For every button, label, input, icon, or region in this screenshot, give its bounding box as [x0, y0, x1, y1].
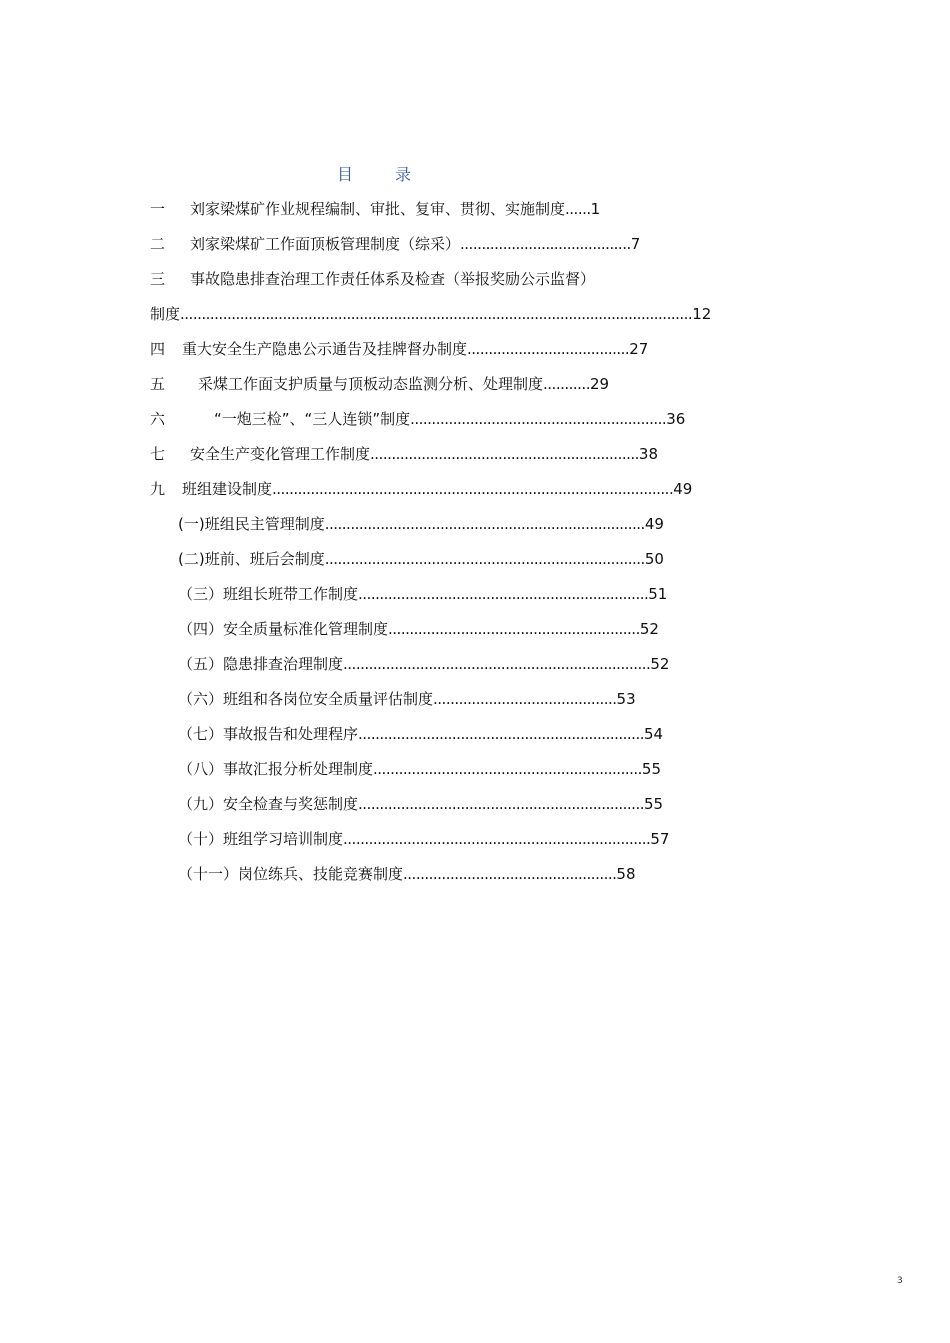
toc-entry-label: （七）事故报告和处理程序	[178, 725, 359, 743]
toc-entry-page: 52	[639, 620, 659, 638]
toc-dot-leader: ......................................	[467, 340, 630, 358]
toc-entry-label: 刘家梁煤矿工作面顶板管理制度（综采）	[190, 235, 461, 253]
toc-entry-number: 五	[150, 375, 166, 393]
toc-dot-leader: ...........................................................................	[324, 550, 645, 568]
toc-entry[interactable]	[150, 577, 667, 612]
toc-entry-label: “一炮三检”、“三人连锁”制度	[214, 410, 411, 428]
toc-dot-leader: ....................................................................	[358, 585, 649, 603]
toc-entry[interactable]	[150, 297, 711, 332]
toc-dot-leader: ...................................................................	[358, 795, 644, 813]
toc-entry-page: 36	[666, 410, 686, 428]
toc-entry-number: 四	[150, 340, 166, 358]
toc-entry[interactable]	[150, 507, 664, 542]
toc-entry-number: 三	[150, 270, 166, 288]
toc-entry[interactable]	[150, 472, 692, 507]
toc-entry[interactable]	[150, 787, 663, 822]
toc-entry[interactable]	[150, 612, 659, 647]
toc-entry-label: 班组建设制度	[182, 480, 273, 498]
toc-entry-page: 27	[629, 340, 649, 358]
toc-entry-number: 一	[150, 200, 166, 218]
toc-entry[interactable]	[150, 647, 669, 682]
toc-entry-label: （六）班组和各岗位安全质量评估制度	[178, 690, 434, 708]
toc-entry-label: (二)班前、班后会制度	[178, 550, 325, 568]
toc-dot-leader: ...............................................................	[373, 760, 642, 778]
toc-entry-label: （八）事故汇报分析处理制度	[178, 760, 374, 778]
toc-entry[interactable]	[150, 367, 609, 402]
toc-dot-leader: ...............................................................	[370, 445, 639, 463]
toc-dot-leader: ........................................	[460, 235, 631, 253]
toc-entry-page: 52	[650, 655, 670, 673]
toc-entry[interactable]	[150, 542, 664, 577]
toc-dot-leader: ..................................................	[403, 865, 617, 883]
toc-entry[interactable]	[150, 227, 640, 262]
toc-entry-page: 58	[616, 865, 636, 883]
toc-entry-number: 七	[150, 445, 166, 463]
toc-entry-label: （九）安全检查与奖惩制度	[178, 795, 359, 813]
toc-entry-label: 采煤工作面支护质量与顶板动态监测分析、处理制度	[198, 375, 544, 393]
toc-entry-label: （十）班组学习培训制度	[178, 830, 344, 848]
toc-entry-page: 53	[616, 690, 636, 708]
toc-entry-label: （四）安全质量标准化管理制度	[178, 620, 389, 638]
toc-entry-page: 51	[648, 585, 668, 603]
toc-entry-label: （三）班组长班带工作制度	[178, 585, 359, 603]
toc-entry-page: 1	[590, 200, 601, 218]
toc-entry[interactable]	[150, 402, 685, 437]
toc-dot-leader: ........................................................................	[343, 830, 651, 848]
toc-entry-number: 六	[150, 410, 166, 428]
toc-entry-label: 制度	[150, 305, 181, 323]
toc-dot-leader: ..............................................................................................	[272, 480, 674, 498]
toc-entry-label: （十一）岗位练兵、技能竞赛制度	[178, 865, 404, 883]
toc-dot-leader: ...................................................................	[358, 725, 644, 743]
toc-dot-leader: ...........................................................	[388, 620, 640, 638]
toc-entry[interactable]	[150, 822, 669, 857]
toc-entry[interactable]	[150, 332, 648, 367]
toc-entry-page: 38	[638, 445, 658, 463]
toc-title	[0, 162, 750, 185]
toc-dot-leader: ...........	[543, 375, 590, 393]
toc-entry-page: 12	[692, 305, 712, 323]
toc-entry-page: 57	[650, 830, 670, 848]
toc-dot-leader: ...........................................	[433, 690, 617, 708]
toc-entry[interactable]	[150, 717, 663, 752]
toc-entry[interactable]	[150, 192, 600, 227]
toc-entry[interactable]	[150, 262, 595, 297]
toc-entry-label: (一)班组民主管理制度	[178, 515, 325, 533]
toc-entry[interactable]	[150, 857, 636, 892]
toc-entry-page: 54	[643, 725, 664, 743]
toc-entry[interactable]	[150, 682, 636, 717]
toc-entry-label: 安全生产变化管理工作制度	[190, 445, 371, 463]
toc-dot-leader: ...........................................................................	[324, 515, 645, 533]
toc-entry[interactable]	[150, 752, 661, 787]
toc-entry-page: 29	[589, 375, 610, 393]
toc-entry-page: 55	[641, 760, 661, 778]
toc-entry-page: 7	[630, 235, 641, 253]
toc-entry[interactable]	[150, 437, 658, 472]
toc-entry-label: （五）隐患排查治理制度	[178, 655, 344, 673]
toc-entry-label: 重大安全生产隐患公示通告及挂牌督办制度	[182, 340, 468, 358]
toc-entry-number: 九	[150, 480, 166, 498]
toc-entry-page: 55	[643, 795, 664, 813]
toc-title-char-2: 录	[395, 165, 414, 184]
toc-dot-leader: ........................................................................................................................	[180, 305, 693, 323]
page-number: 3	[897, 1276, 903, 1286]
toc-entry-page: 49	[673, 480, 693, 498]
toc-dot-leader: ......	[565, 200, 591, 218]
toc-entry-page: 49	[644, 515, 664, 533]
toc-dot-leader: ........................................................................	[343, 655, 651, 673]
toc-entry-number: 二	[150, 235, 166, 253]
toc-entry-label: 刘家梁煤矿作业规程编制、审批、复审、贯彻、实施制度	[190, 200, 566, 218]
toc-dot-leader: ............................................................	[410, 410, 667, 428]
toc-title-char-1: 目	[336, 165, 355, 184]
toc-entry-page: 50	[644, 550, 664, 568]
toc-entry-label: 事故隐患排查治理工作责任体系及检查（举报奖励公示监督）	[190, 270, 596, 288]
